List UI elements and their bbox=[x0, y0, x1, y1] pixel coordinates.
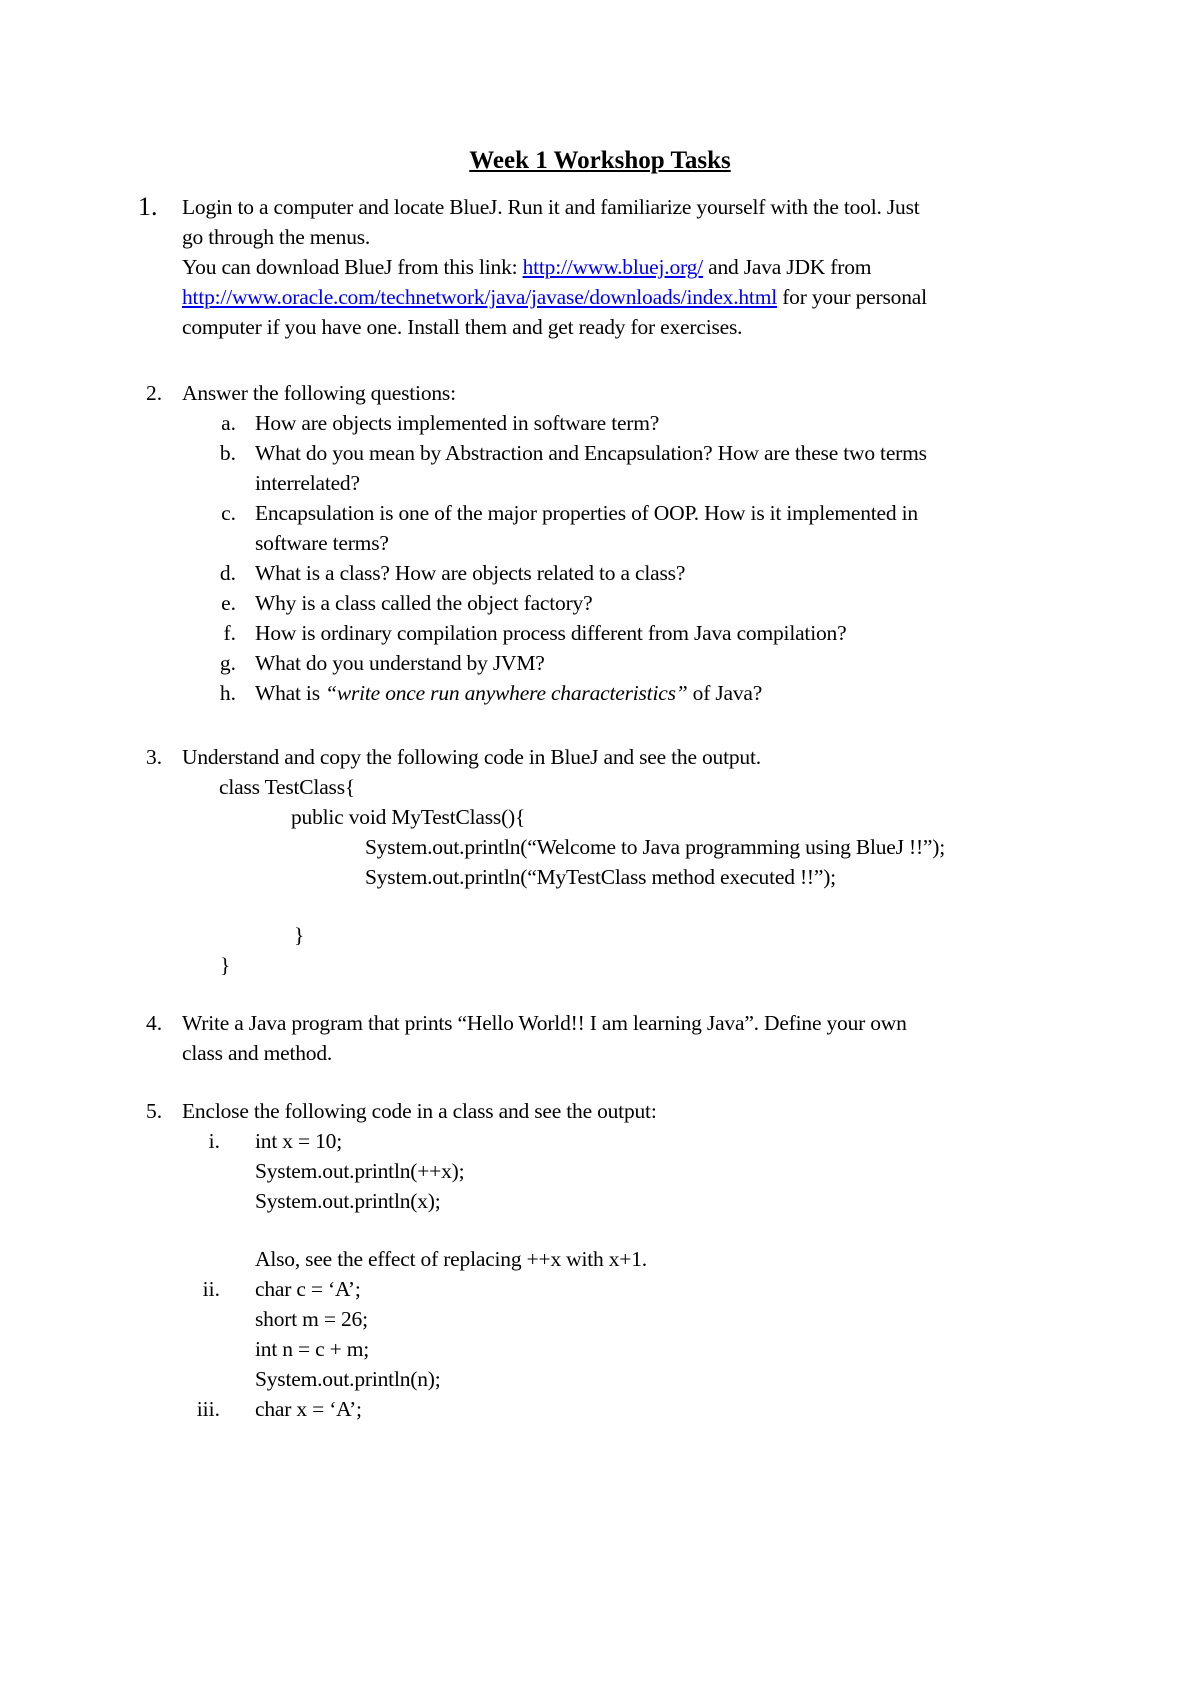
task-3-number: 3. bbox=[146, 745, 163, 769]
question-label: g. bbox=[219, 651, 236, 675]
code-line: } bbox=[294, 923, 305, 947]
task-1-line: go through the menus. bbox=[182, 225, 371, 249]
question-label: f. bbox=[223, 621, 236, 645]
code-line: short m = 26; bbox=[255, 1307, 368, 1331]
task-1-line: Login to a computer and locate BlueJ. Run it and familiarize yourself with the tool. Just bbox=[182, 195, 920, 219]
task-4-line: class and method. bbox=[182, 1041, 333, 1065]
code-line: System.out.println(“MyTestClass method executed !!”); bbox=[365, 865, 836, 889]
bluej-link[interactable]: http://www.bluej.org/ bbox=[522, 255, 703, 279]
question-text: How is ordinary compilation process different from Java compilation? bbox=[255, 621, 847, 645]
question-label: c. bbox=[221, 501, 236, 525]
question-text: interrelated? bbox=[255, 471, 360, 495]
question-text bbox=[255, 678, 762, 708]
task-1-text: You can download BlueJ from this link: bbox=[182, 255, 523, 279]
question-text-pre: What is bbox=[255, 681, 326, 705]
code-line: System.out.println(“Welcome to Java programming using BlueJ !!”); bbox=[365, 835, 945, 859]
question-text: How are objects implemented in software term? bbox=[255, 411, 660, 435]
question-label: e. bbox=[221, 591, 236, 615]
task-2-number: 2. bbox=[146, 381, 163, 405]
question-label: d. bbox=[219, 561, 236, 585]
code-line: int x = 10; bbox=[255, 1129, 342, 1153]
part-label: ii. bbox=[202, 1277, 220, 1301]
code-line: System.out.println(x); bbox=[255, 1189, 441, 1213]
task-1-line: computer if you have one. Install them and get ready for exercises. bbox=[182, 315, 743, 339]
question-label: a. bbox=[221, 411, 236, 435]
part-label: i. bbox=[208, 1129, 220, 1153]
task-1-number: 1. bbox=[138, 192, 158, 221]
question-text-post: of Java? bbox=[687, 681, 763, 705]
task-2-intro: Answer the following questions: bbox=[182, 381, 456, 405]
question-text: software terms? bbox=[255, 531, 389, 555]
code-line: System.out.println(++x); bbox=[255, 1159, 465, 1183]
note-line: Also, see the effect of replacing ++x with x+1. bbox=[255, 1247, 647, 1271]
task-1-text: for your personal bbox=[777, 285, 927, 309]
task-4-line: Write a Java program that prints “Hello World!! I am learning Java”. Define your own bbox=[182, 1011, 907, 1035]
question-text: Encapsulation is one of the major properties of OOP. How is it implemented in bbox=[255, 501, 918, 525]
task-5-number: 5. bbox=[146, 1099, 163, 1123]
question-text: What is a class? How are objects related to a class? bbox=[255, 561, 686, 585]
question-text-italic: “write once run anywhere characteristics” bbox=[325, 681, 688, 705]
code-line: } bbox=[220, 953, 231, 977]
question-text: What do you mean by Abstraction and Encapsulation? How are these two terms bbox=[255, 441, 927, 465]
code-line: public void MyTestClass(){ bbox=[291, 805, 526, 829]
question-label: h. bbox=[219, 681, 236, 705]
code-line: char x = ‘A’; bbox=[255, 1397, 362, 1421]
task-5-intro: Enclose the following code in a class and see the output: bbox=[182, 1099, 657, 1123]
task-4-number: 4. bbox=[146, 1011, 163, 1035]
question-label: b. bbox=[219, 441, 236, 465]
part-label: iii. bbox=[196, 1397, 220, 1421]
task-1-jdk-line bbox=[182, 282, 927, 312]
question-text: Why is a class called the object factory? bbox=[255, 591, 593, 615]
code-line: int n = c + m; bbox=[255, 1337, 370, 1361]
code-line: char c = ‘A’; bbox=[255, 1277, 361, 1301]
oracle-jdk-link[interactable]: http://www.oracle.com/technetwork/java/javase/downloads/index.html bbox=[182, 285, 778, 309]
question-text: What do you understand by JVM? bbox=[255, 651, 545, 675]
task-3-intro: Understand and copy the following code in BlueJ and see the output. bbox=[182, 745, 761, 769]
code-line: System.out.println(n); bbox=[255, 1367, 441, 1391]
code-line: class TestClass{ bbox=[219, 775, 356, 799]
task-1-download-line bbox=[182, 252, 871, 282]
page-title: Week 1 Workshop Tasks bbox=[469, 147, 731, 174]
task-1-text: and Java JDK from bbox=[702, 255, 872, 279]
